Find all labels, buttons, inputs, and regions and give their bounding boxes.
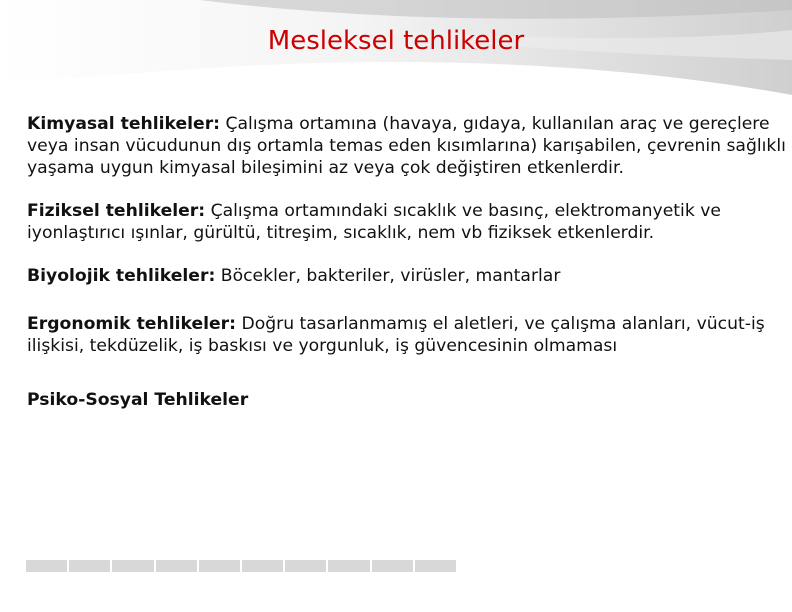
- slide-title: Mesleksel tehlikeler: [267, 26, 525, 56]
- slide-body: [27, 113, 789, 430]
- footer-bar-segment: [199, 560, 242, 572]
- footer-bar-segment: [328, 560, 371, 572]
- paragraph-ergonomik: [27, 313, 789, 357]
- paragraph-label: Kimyasal tehlikeler:: [27, 114, 221, 134]
- paragraph-label: Ergonomik tehlikeler:: [27, 314, 237, 334]
- paragraph-label: Psiko-Sosyal Tehlikeler: [27, 390, 249, 410]
- footer-bar-segment: [372, 560, 415, 572]
- paragraph-text: Böcekler, bakteriler, virüsler, mantarlar: [215, 266, 561, 286]
- footer-bar-segment: [285, 560, 328, 572]
- paragraph-fiziksel: [27, 200, 789, 244]
- footer-bar-segment: [69, 560, 112, 572]
- paragraph-label: Biyolojik tehlikeler:: [27, 266, 216, 286]
- paragraph-text: Çalışma ortamına (havaya, gıdaya, kullanılan araç ve gereçlere veya insan vücudunun dış ortamla temas eden kısımlarına) karışabilen, çevrenin sağlıklı yaşama uygun kimyasal bileşimini az veya çok değiştiren etkenlerdir.: [27, 114, 786, 178]
- paragraph-text: Doğru tasarlanmamış el aletleri, ve çalışma alanları, vücut-iş ilişkisi, tekdüzelik, iş baskısı ve yorgunluk, iş güvencesinin olmaması: [27, 314, 765, 356]
- footer-bar-segment: [26, 560, 69, 572]
- footer-decorative-bar: [26, 560, 456, 572]
- paragraph-psiko-sosyal: [27, 389, 789, 411]
- footer-bar-segment: [156, 560, 199, 572]
- paragraph-label: Fiziksel tehlikeler:: [27, 201, 206, 221]
- paragraph-kimyasal: [27, 113, 789, 179]
- paragraph-text: Çalışma ortamındaki sıcaklık ve basınç, elektromanyetik ve iyonlaştırıcı ışınlar, gürültü, titreşim, sıcaklık, nem vb fiziksek etkenlerdir.: [27, 201, 721, 243]
- footer-bar-segment: [242, 560, 285, 572]
- footer-bar-segment: [415, 560, 456, 572]
- footer-bar-segment: [112, 560, 155, 572]
- paragraph-biyolojik: [27, 265, 789, 287]
